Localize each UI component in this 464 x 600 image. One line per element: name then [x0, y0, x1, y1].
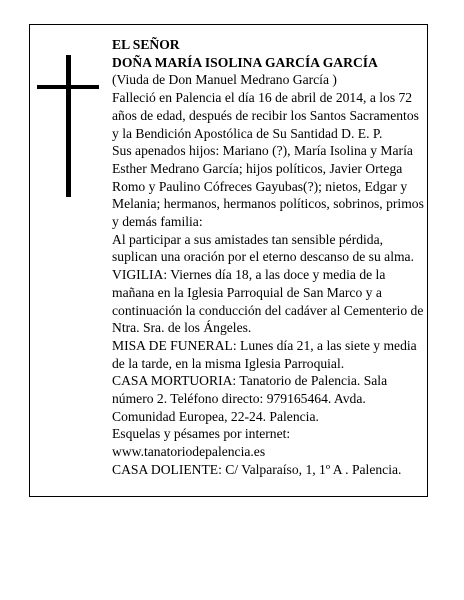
- website-link[interactable]: www.tanatoriodepalencia.es: [112, 444, 266, 460]
- family-list: Sus apenados hijos: Mariano (?), María Isolina y María Esther Medrano García; hijos políticos, Javier Ortega Romo y Paulino Cófreces Gayubas(?); nietos, Edgar y Melania; hermanos, hermanos políticos, sobrinos, primos y demás familia:: [112, 143, 424, 230]
- prayer-request: Al participar a sus amistades tan sensible pérdida, suplican una oración por el eterno descanso de su alma.: [112, 231, 414, 265]
- funeral-info: MISA DE FUNERAL: Lunes día 21, a las siete y media de la tarde, en la misma Iglesia Parroquial.: [112, 337, 417, 371]
- widow-subtitle: (Viuda de Don Manuel Medrano García ): [112, 72, 337, 88]
- death-notice: Falleció en Palencia el día 16 de abril de 2014, a los 72 años de edad, después de recibir los Santos Sacramentos y la Bendición Apostólica de Su Santidad D. E. P.: [112, 90, 419, 141]
- heading-title: EL SEÑOR: [112, 37, 180, 52]
- cross-icon-bar: [37, 85, 99, 89]
- condolences-label: Esquelas y pésames por internet:: [112, 426, 291, 442]
- mourning-house-info: CASA DOLIENTE: C/ Valparaíso, 1, 1º A . Palencia.: [112, 461, 402, 477]
- mortuary-info: CASA MORTUORIA: Tanatorio de Palencia. Sala número 2. Teléfono directo: 979165464. Avda. Comunidad Europea, 22-24. Palencia.: [112, 373, 388, 424]
- deceased-name: DOÑA MARÍA ISOLINA GARCÍA GARCÍA: [112, 54, 378, 70]
- vigil-info: VIGILIA: Viernes día 18, a las doce y media de la mañana en la Iglesia Parroquial de San Marco y a continuación la conducción del cadáver al Cementerio de Ntra. Sra. de los Ángeles.: [112, 267, 424, 336]
- obituary-text: [112, 36, 424, 479]
- cross-icon: [66, 55, 71, 197]
